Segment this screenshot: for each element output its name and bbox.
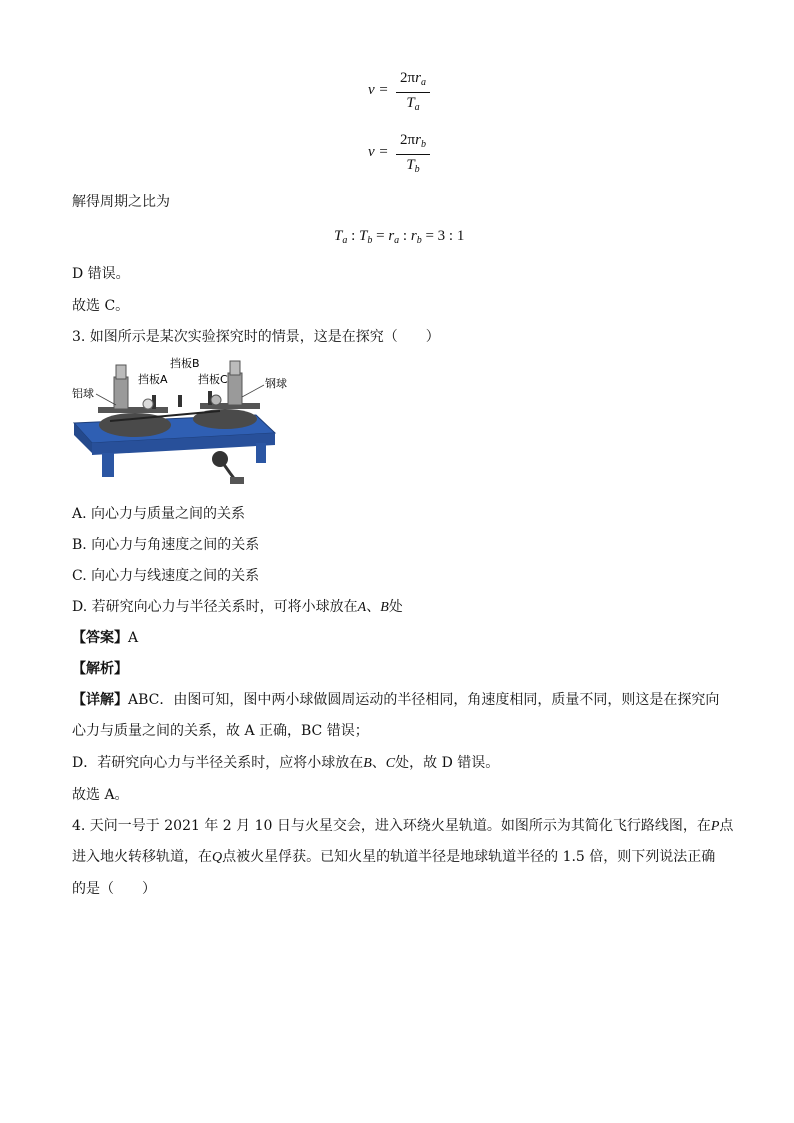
apparatus-leg-right: [256, 443, 266, 463]
question-4-line-1: 4. 天问一号于 2021 年 2 月 10 日与火星交会，进入环绕火星轨道。如图所示为其简化飞行路线图，在P点: [72, 818, 734, 834]
steel-ball: [211, 395, 221, 405]
analysis-tag: 【解析】: [72, 661, 128, 677]
question-4-line-2: 进入地火转移轨道，在Q点被火星俘获。已知火星的轨道半径是地球轨道半径的 1.5 倍，则下列说法正确: [72, 849, 716, 865]
answer-line: 【答案】A: [72, 630, 139, 646]
question-3-stem: 3. 如图所示是某次实验探究时的情景，这是在探究（ ）: [72, 329, 440, 345]
formula-numerator: $2\pi r_b$: [400, 132, 426, 150]
text-d-wrong: D 错误。: [72, 266, 130, 282]
detail-line-2: 心力与质量之间的关系，故 A 正确，BC 错误；: [72, 723, 369, 739]
formula-lhs: v =: [368, 144, 389, 160]
label-aluminum-ball: 铝球: [72, 387, 94, 400]
formula-velocity-b: [368, 132, 438, 176]
text-solve-ratio: 解得周期之比为: [72, 194, 170, 210]
rotating-arm-left: [98, 407, 168, 413]
leader-steel: [242, 385, 264, 397]
fraction-bar: [396, 92, 430, 93]
formula-velocity-a: [368, 70, 438, 114]
formula-period-ratio: $T_a$ : $T_b = r_a$ : $r_b = 3$ : 1: [334, 228, 465, 246]
detail-line-3: D．若研究向心力与半径关系时，应将小球放在B、C处，故 D 错误。: [72, 755, 500, 771]
fraction-bar: [396, 154, 430, 155]
column-left: [114, 377, 128, 409]
detail-line-1: 【详解】ABC．由图可知，图中两小球做圆周运动的半径相同，角速度相同，质量不同，则这是在探究向: [72, 692, 720, 708]
formula-denominator: $T_a$: [406, 95, 420, 113]
label-baffle-b: 挡板B: [170, 357, 200, 370]
label-steel-ball: 钢球: [265, 377, 287, 390]
apparatus-leg-left: [102, 453, 114, 477]
spring-right: [230, 361, 240, 375]
baffle-b: [178, 395, 182, 407]
label-baffle-c: 挡板C: [198, 373, 228, 386]
text-choose-c: 故选 C。: [72, 298, 130, 314]
leader-al: [96, 394, 116, 405]
crank-grip: [230, 477, 244, 484]
column-right: [228, 373, 242, 405]
aluminum-ball: [143, 399, 153, 409]
text-choose-a: 故选 A。: [72, 787, 129, 803]
formula-lhs: v =: [368, 82, 389, 98]
question-4-line-3: 的是（ ）: [72, 881, 156, 897]
label-baffle-a: 挡板A: [138, 373, 168, 386]
centripetal-apparatus-figure: [70, 355, 290, 495]
option-a: A. 向心力与质量之间的关系: [72, 506, 246, 522]
spring-left: [116, 365, 126, 379]
option-b: B. 向心力与角速度之间的关系: [72, 537, 260, 553]
formula-numerator: $2\pi r_a$: [400, 70, 426, 88]
formula-denominator: $T_b$: [406, 157, 420, 175]
option-d: D. 若研究向心力与半径关系时，可将小球放在A、B处: [72, 599, 403, 615]
option-c: C. 向心力与线速度之间的关系: [72, 568, 260, 584]
